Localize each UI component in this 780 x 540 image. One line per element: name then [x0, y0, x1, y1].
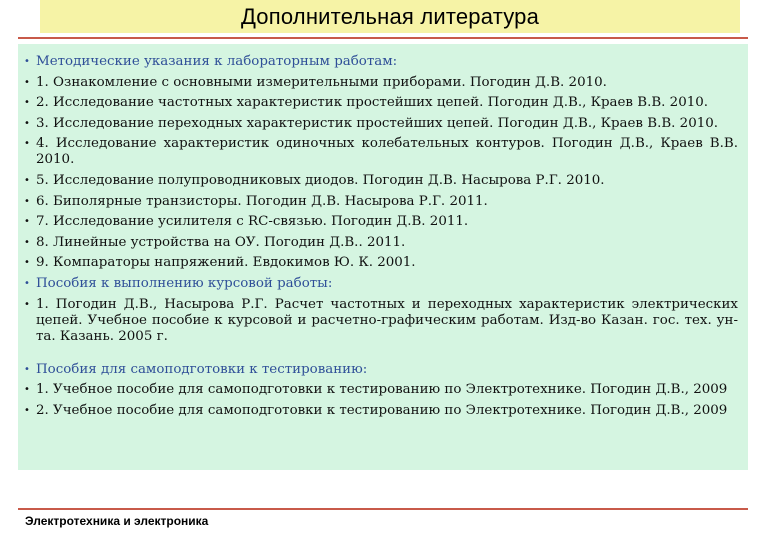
- self-study-heading: • Пособия для самоподготовки к тестированию:: [18, 362, 738, 378]
- bullet-icon: •: [24, 76, 30, 88]
- list-item: • 3. Исследование переходных характеристик простейших цепей. Погодин Д.В., Краев В.В. 2010.: [18, 116, 738, 132]
- bottom-divider: [18, 508, 748, 510]
- list-item: • 2. Исследование частотных характеристик простейших цепей. Погодин Д.В., Краев В.В. 2010.: [18, 95, 738, 111]
- list-item: • 7. Исследование усилителя с RC-связью. Погодин Д.В. 2011.: [18, 214, 738, 230]
- bullet-icon: •: [24, 117, 30, 129]
- list-item: • 1. Погодин Д.В., Насырова Р.Г. Расчет частотных и переходных характеристик электрических цепей. Учебное пособие к курсовой и расчетно-графическим работам. Изд-во Казан. гос. тех. ун-та. Казань. 2005 г.: [18, 297, 738, 345]
- list-item: • 9. Компараторы напряжений. Евдокимов Ю. К. 2001.: [18, 255, 738, 271]
- bullet-icon: •: [24, 384, 30, 396]
- bullet-icon: •: [24, 138, 30, 150]
- list-item: • 1. Ознакомление с основными измерительными приборами. Погодин Д.В. 2010.: [18, 75, 738, 91]
- bullet-icon: •: [24, 236, 30, 248]
- lab-heading: • Методические указания к лабораторным работам:: [18, 54, 738, 70]
- bullet-icon: •: [24, 257, 30, 269]
- literature-content: [18, 44, 748, 470]
- bullet-icon: •: [24, 216, 30, 228]
- slide-title: Дополнительная литература: [240, 3, 540, 29]
- list-item: • 6. Биполярные транзисторы. Погодин Д.В. Насырова Р.Г. 2011.: [18, 194, 738, 210]
- bullet-icon: •: [24, 277, 30, 289]
- bullet-icon: •: [24, 56, 30, 67]
- list-item: • 1. Учебное пособие для самоподготовки к тестированию по Электротехнике. Погодин Д.В., 2009: [18, 382, 738, 398]
- bullet-icon: •: [24, 195, 30, 207]
- bullet-icon: •: [24, 298, 30, 310]
- list-item: • 5. Исследование полупроводниковых диодов. Погодин Д.В. Насырова Р.Г. 2010.: [18, 173, 738, 189]
- bullet-icon: •: [24, 363, 30, 375]
- title-bar: [40, 0, 740, 33]
- bullet-icon: •: [24, 404, 30, 416]
- footer-course-name: Электротехника и электроника: [25, 514, 209, 528]
- list-item: • 4. Исследование характеристик одиночных колебательных контуров. Погодин Д.В., Краев В.В. 2010.: [18, 136, 738, 168]
- bullet-icon: •: [24, 97, 30, 109]
- literature-list: [18, 54, 738, 419]
- course-heading: • Пособия к выполнению курсовой работы:: [18, 276, 738, 292]
- list-item: • 2. Учебное пособие для самоподготовки к тестированию по Электротехнике. Погодин Д.В., 2009: [18, 403, 738, 419]
- bullet-icon: •: [24, 174, 30, 186]
- top-divider: [18, 37, 748, 39]
- list-item: • 8. Линейные устройства на ОУ. Погодин Д.В.. 2011.: [18, 235, 738, 251]
